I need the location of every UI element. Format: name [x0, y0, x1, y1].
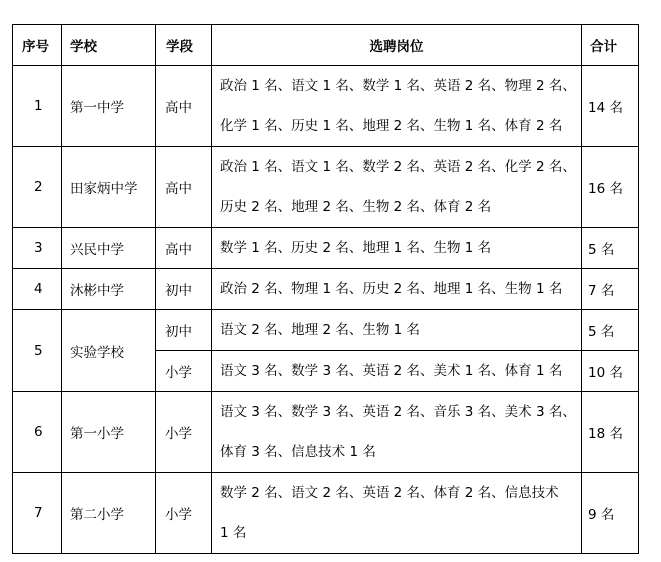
row-level: 小学: [156, 473, 212, 554]
table-row: [13, 66, 639, 147]
row-total: 18 名: [582, 392, 639, 473]
positions-line: 体育 3 名、信息技术 1 名: [220, 444, 376, 460]
positions-line: 1 名: [220, 525, 247, 541]
row-positions: [212, 147, 582, 228]
table-row: [13, 310, 639, 351]
row-level: 小学: [156, 351, 212, 392]
positions-line: 化学 1 名、历史 1 名、地理 2 名、生物 1 名、体育 2 名: [220, 118, 563, 134]
positions-line: 政治 1 名、语文 1 名、数学 2 名、英语 2 名、化学 2 名、: [220, 159, 576, 175]
table-row: [13, 228, 639, 269]
table-row: [13, 147, 639, 228]
recruitment-table: [12, 24, 639, 554]
row-level: 高中: [156, 147, 212, 228]
row-total: 10 名: [582, 351, 639, 392]
row-index: 4: [13, 269, 62, 310]
row-school: 第一小学: [62, 392, 156, 473]
row-level: 高中: [156, 228, 212, 269]
row-school: 第一中学: [62, 66, 156, 147]
row-index: 2: [13, 147, 62, 228]
row-school: 第二小学: [62, 473, 156, 554]
row-index: 3: [13, 228, 62, 269]
positions-line: 历史 2 名、地理 2 名、生物 2 名、体育 2 名: [220, 199, 492, 215]
row-school: 田家炳中学: [62, 147, 156, 228]
positions-line: 语文 3 名、数学 3 名、英语 2 名、音乐 3 名、美术 3 名、: [220, 404, 576, 420]
row-level: 初中: [156, 310, 212, 351]
header-positions: 选聘岗位: [212, 25, 582, 66]
row-index: 6: [13, 392, 62, 473]
table-row: [13, 269, 639, 310]
row-total: 9 名: [582, 473, 639, 554]
positions-line: 数学 2 名、语文 2 名、英语 2 名、体育 2 名、信息技术: [220, 485, 559, 501]
row-index: 1: [13, 66, 62, 147]
row-total: 5 名: [582, 228, 639, 269]
table-row: [13, 473, 639, 554]
row-positions: 数学 1 名、历史 2 名、地理 1 名、生物 1 名: [212, 228, 582, 269]
row-level: 高中: [156, 66, 212, 147]
positions-line: 政治 1 名、语文 1 名、数学 1 名、英语 2 名、物理 2 名、: [220, 78, 576, 94]
row-positions: [212, 392, 582, 473]
table-row: [13, 392, 639, 473]
row-index: 5: [13, 310, 62, 392]
header-total: 合计: [582, 25, 639, 66]
row-total: 5 名: [582, 310, 639, 351]
row-total: 14 名: [582, 66, 639, 147]
row-positions: 语文 2 名、地理 2 名、生物 1 名: [212, 310, 582, 351]
row-positions: 语文 3 名、数学 3 名、英语 2 名、美术 1 名、体育 1 名: [212, 351, 582, 392]
row-school: 实验学校: [62, 310, 156, 392]
header-index: 序号: [13, 25, 62, 66]
header-level: 学段: [156, 25, 212, 66]
row-school: 兴民中学: [62, 228, 156, 269]
header-school: 学校: [62, 25, 156, 66]
row-index: 7: [13, 473, 62, 554]
header-row: [13, 25, 639, 66]
row-total: 16 名: [582, 147, 639, 228]
row-positions: 政治 2 名、物理 1 名、历史 2 名、地理 1 名、生物 1 名: [212, 269, 582, 310]
row-level: 初中: [156, 269, 212, 310]
row-total: 7 名: [582, 269, 639, 310]
row-level: 小学: [156, 392, 212, 473]
row-school: 沐彬中学: [62, 269, 156, 310]
row-positions: [212, 473, 582, 554]
row-positions: [212, 66, 582, 147]
